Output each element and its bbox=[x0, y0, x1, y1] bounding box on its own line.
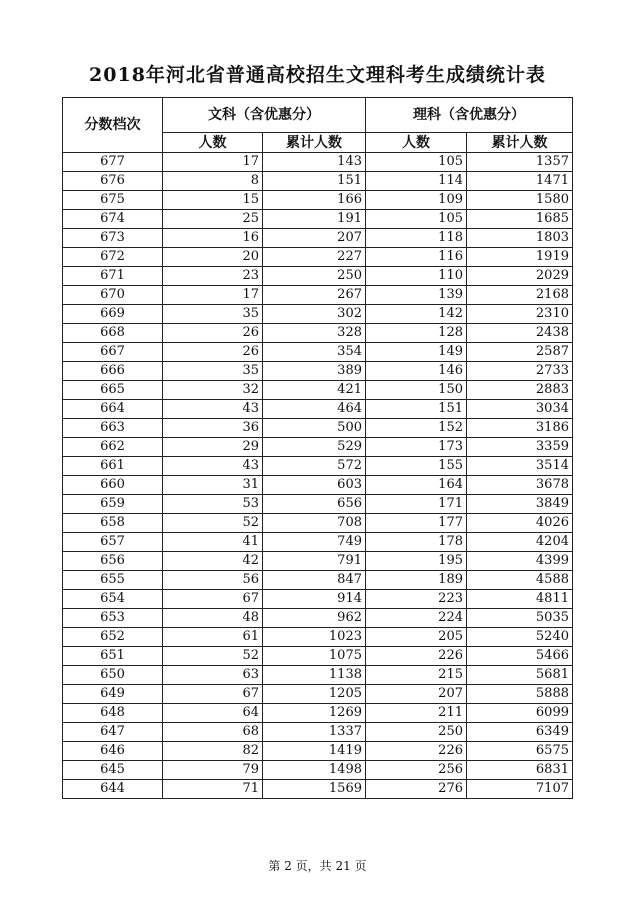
wen-count-cell: 52 bbox=[163, 514, 263, 533]
score-cell: 676 bbox=[63, 172, 163, 191]
li-cumulative-cell: 3514 bbox=[467, 457, 573, 476]
table-row bbox=[63, 495, 573, 514]
wen-cumulative-cell: 1269 bbox=[263, 704, 366, 723]
li-cumulative-cell: 5240 bbox=[467, 628, 573, 647]
score-cell: 665 bbox=[63, 381, 163, 400]
table-row bbox=[63, 571, 573, 590]
li-cumulative-cell: 2029 bbox=[467, 267, 573, 286]
wen-count-cell: 17 bbox=[163, 153, 263, 172]
li-count-cell: 149 bbox=[366, 343, 467, 362]
score-cell: 677 bbox=[63, 153, 163, 172]
wen-count-cell: 63 bbox=[163, 666, 263, 685]
score-cell: 650 bbox=[63, 666, 163, 685]
li-cumulative-cell: 6349 bbox=[467, 723, 573, 742]
li-count-cell: 105 bbox=[366, 210, 467, 229]
wen-cumulative-cell: 500 bbox=[263, 419, 366, 438]
wen-count-cell: 56 bbox=[163, 571, 263, 590]
wen-cumulative-cell: 267 bbox=[263, 286, 366, 305]
li-count-cell: 146 bbox=[366, 362, 467, 381]
wen-count-cell: 64 bbox=[163, 704, 263, 723]
table-row bbox=[63, 457, 573, 476]
table-row bbox=[63, 647, 573, 666]
table-row bbox=[63, 248, 573, 267]
wen-cumulative-cell: 529 bbox=[263, 438, 366, 457]
wen-cumulative-cell: 1075 bbox=[263, 647, 366, 666]
wen-cumulative-cell: 166 bbox=[263, 191, 366, 210]
wen-count-header: 人数 bbox=[163, 133, 263, 153]
li-count-cell: 151 bbox=[366, 400, 467, 419]
li-count-cell: 109 bbox=[366, 191, 467, 210]
table-row bbox=[63, 685, 573, 704]
li-count-cell: 215 bbox=[366, 666, 467, 685]
score-cell: 645 bbox=[63, 761, 163, 780]
li-cumulative-cell: 5681 bbox=[467, 666, 573, 685]
li-cumulative-cell: 6099 bbox=[467, 704, 573, 723]
wen-count-cell: 16 bbox=[163, 229, 263, 248]
score-cell: 662 bbox=[63, 438, 163, 457]
wen-cumulative-cell: 464 bbox=[263, 400, 366, 419]
wen-cumulative-cell: 1138 bbox=[263, 666, 366, 685]
table-row bbox=[63, 476, 573, 495]
li-cumulative-cell: 1580 bbox=[467, 191, 573, 210]
li-cumulative-header: 累计人数 bbox=[467, 133, 573, 153]
wen-cumulative-cell: 708 bbox=[263, 514, 366, 533]
li-cumulative-cell: 1685 bbox=[467, 210, 573, 229]
wen-count-cell: 35 bbox=[163, 362, 263, 381]
wen-cumulative-cell: 603 bbox=[263, 476, 366, 495]
score-cell: 652 bbox=[63, 628, 163, 647]
wen-cumulative-cell: 914 bbox=[263, 590, 366, 609]
li-count-cell: 110 bbox=[366, 267, 467, 286]
score-cell: 661 bbox=[63, 457, 163, 476]
score-cell: 674 bbox=[63, 210, 163, 229]
li-cumulative-cell: 1471 bbox=[467, 172, 573, 191]
wen-cumulative-cell: 749 bbox=[263, 533, 366, 552]
li-count-header: 人数 bbox=[366, 133, 467, 153]
wen-count-cell: 25 bbox=[163, 210, 263, 229]
table-row bbox=[63, 286, 573, 305]
li-count-cell: 155 bbox=[366, 457, 467, 476]
li-cumulative-cell: 5035 bbox=[467, 609, 573, 628]
wen-count-cell: 31 bbox=[163, 476, 263, 495]
li-cumulative-cell: 7107 bbox=[467, 780, 573, 799]
wen-count-cell: 67 bbox=[163, 685, 263, 704]
score-cell: 666 bbox=[63, 362, 163, 381]
wen-cumulative-cell: 656 bbox=[263, 495, 366, 514]
wen-count-cell: 42 bbox=[163, 552, 263, 571]
table-row bbox=[63, 780, 573, 799]
li-count-cell: 224 bbox=[366, 609, 467, 628]
score-cell: 651 bbox=[63, 647, 163, 666]
li-cumulative-cell: 3359 bbox=[467, 438, 573, 457]
li-cumulative-cell: 4026 bbox=[467, 514, 573, 533]
score-cell: 656 bbox=[63, 552, 163, 571]
li-count-cell: 205 bbox=[366, 628, 467, 647]
wen-cumulative-cell: 227 bbox=[263, 248, 366, 267]
wen-count-cell: 52 bbox=[163, 647, 263, 666]
table-row bbox=[63, 324, 573, 343]
li-cumulative-cell: 2883 bbox=[467, 381, 573, 400]
li-count-cell: 164 bbox=[366, 476, 467, 495]
li-count-cell: 276 bbox=[366, 780, 467, 799]
table-row bbox=[63, 362, 573, 381]
wen-count-cell: 32 bbox=[163, 381, 263, 400]
score-cell: 647 bbox=[63, 723, 163, 742]
score-cell: 648 bbox=[63, 704, 163, 723]
li-cumulative-cell: 2310 bbox=[467, 305, 573, 324]
li-cumulative-cell: 1803 bbox=[467, 229, 573, 248]
table-row bbox=[63, 153, 573, 172]
li-cumulative-cell: 4399 bbox=[467, 552, 573, 571]
wen-count-cell: 61 bbox=[163, 628, 263, 647]
score-cell: 649 bbox=[63, 685, 163, 704]
score-cell: 668 bbox=[63, 324, 163, 343]
li-cumulative-cell: 2438 bbox=[467, 324, 573, 343]
wen-count-cell: 26 bbox=[163, 324, 263, 343]
wen-cumulative-cell: 207 bbox=[263, 229, 366, 248]
li-count-cell: 150 bbox=[366, 381, 467, 400]
li-count-cell: 195 bbox=[366, 552, 467, 571]
wen-count-cell: 15 bbox=[163, 191, 263, 210]
wen-cumulative-cell: 389 bbox=[263, 362, 366, 381]
score-cell: 657 bbox=[63, 533, 163, 552]
score-cell: 655 bbox=[63, 571, 163, 590]
table-row bbox=[63, 419, 573, 438]
li-cumulative-cell: 1919 bbox=[467, 248, 573, 267]
score-level-header: 分数档次 bbox=[63, 98, 163, 153]
wen-count-cell: 43 bbox=[163, 400, 263, 419]
wen-cumulative-cell: 328 bbox=[263, 324, 366, 343]
li-group-header: 理科（含优惠分） bbox=[366, 98, 573, 133]
li-count-cell: 171 bbox=[366, 495, 467, 514]
li-cumulative-cell: 3186 bbox=[467, 419, 573, 438]
wen-cumulative-cell: 143 bbox=[263, 153, 366, 172]
table-row bbox=[63, 191, 573, 210]
li-cumulative-cell: 3849 bbox=[467, 495, 573, 514]
wen-count-cell: 68 bbox=[163, 723, 263, 742]
wen-cumulative-cell: 1023 bbox=[263, 628, 366, 647]
li-count-cell: 105 bbox=[366, 153, 467, 172]
table-row bbox=[63, 305, 573, 324]
wen-cumulative-header: 累计人数 bbox=[263, 133, 366, 153]
li-count-cell: 211 bbox=[366, 704, 467, 723]
li-count-cell: 152 bbox=[366, 419, 467, 438]
table-row bbox=[63, 343, 573, 362]
li-count-cell: 226 bbox=[366, 742, 467, 761]
table-body bbox=[63, 153, 573, 799]
wen-cumulative-cell: 847 bbox=[263, 571, 366, 590]
li-cumulative-cell: 6575 bbox=[467, 742, 573, 761]
table-row bbox=[63, 400, 573, 419]
li-cumulative-cell: 3678 bbox=[467, 476, 573, 495]
li-count-cell: 189 bbox=[366, 571, 467, 590]
li-count-cell: 139 bbox=[366, 286, 467, 305]
table-row bbox=[63, 609, 573, 628]
score-cell: 669 bbox=[63, 305, 163, 324]
wen-cumulative-cell: 791 bbox=[263, 552, 366, 571]
li-cumulative-cell: 2587 bbox=[467, 343, 573, 362]
wen-count-cell: 20 bbox=[163, 248, 263, 267]
wen-cumulative-cell: 151 bbox=[263, 172, 366, 191]
li-count-cell: 256 bbox=[366, 761, 467, 780]
table-row bbox=[63, 514, 573, 533]
wen-count-cell: 17 bbox=[163, 286, 263, 305]
score-cell: 671 bbox=[63, 267, 163, 286]
score-cell: 663 bbox=[63, 419, 163, 438]
wen-cumulative-cell: 250 bbox=[263, 267, 366, 286]
wen-cumulative-cell: 1205 bbox=[263, 685, 366, 704]
score-cell: 658 bbox=[63, 514, 163, 533]
wen-count-cell: 79 bbox=[163, 761, 263, 780]
table-row bbox=[63, 438, 573, 457]
table-row bbox=[63, 761, 573, 780]
wen-count-cell: 26 bbox=[163, 343, 263, 362]
wen-count-cell: 82 bbox=[163, 742, 263, 761]
li-count-cell: 223 bbox=[366, 590, 467, 609]
table-row bbox=[63, 210, 573, 229]
li-count-cell: 173 bbox=[366, 438, 467, 457]
wen-count-cell: 43 bbox=[163, 457, 263, 476]
score-cell: 670 bbox=[63, 286, 163, 305]
table-row bbox=[63, 742, 573, 761]
wen-cumulative-cell: 1419 bbox=[263, 742, 366, 761]
score-cell: 654 bbox=[63, 590, 163, 609]
wen-count-cell: 8 bbox=[163, 172, 263, 191]
wen-count-cell: 29 bbox=[163, 438, 263, 457]
wen-count-cell: 67 bbox=[163, 590, 263, 609]
li-cumulative-cell: 2733 bbox=[467, 362, 573, 381]
wen-cumulative-cell: 354 bbox=[263, 343, 366, 362]
score-cell: 672 bbox=[63, 248, 163, 267]
wen-count-cell: 35 bbox=[163, 305, 263, 324]
li-count-cell: 178 bbox=[366, 533, 467, 552]
table-row bbox=[63, 172, 573, 191]
score-cell: 660 bbox=[63, 476, 163, 495]
li-cumulative-cell: 4588 bbox=[467, 571, 573, 590]
wen-cumulative-cell: 572 bbox=[263, 457, 366, 476]
table-row bbox=[63, 267, 573, 286]
wen-count-cell: 41 bbox=[163, 533, 263, 552]
score-cell: 675 bbox=[63, 191, 163, 210]
li-cumulative-cell: 5888 bbox=[467, 685, 573, 704]
wen-group-header: 文科（含优惠分） bbox=[163, 98, 366, 133]
table-row bbox=[63, 666, 573, 685]
wen-count-cell: 71 bbox=[163, 780, 263, 799]
score-cell: 659 bbox=[63, 495, 163, 514]
wen-count-cell: 48 bbox=[163, 609, 263, 628]
table-row bbox=[63, 590, 573, 609]
li-cumulative-cell: 5466 bbox=[467, 647, 573, 666]
table-row bbox=[63, 229, 573, 248]
table-row bbox=[63, 533, 573, 552]
score-cell: 673 bbox=[63, 229, 163, 248]
table-row bbox=[63, 704, 573, 723]
score-cell: 646 bbox=[63, 742, 163, 761]
table-row bbox=[63, 552, 573, 571]
page-title: 2018年河北省普通高校招生文理科考生成绩统计表 bbox=[89, 64, 546, 86]
wen-cumulative-cell: 302 bbox=[263, 305, 366, 324]
li-count-cell: 226 bbox=[366, 647, 467, 666]
score-cell: 653 bbox=[63, 609, 163, 628]
wen-cumulative-cell: 191 bbox=[263, 210, 366, 229]
li-count-cell: 177 bbox=[366, 514, 467, 533]
score-cell: 667 bbox=[63, 343, 163, 362]
li-count-cell: 207 bbox=[366, 685, 467, 704]
li-cumulative-cell: 3034 bbox=[467, 400, 573, 419]
li-cumulative-cell: 4204 bbox=[467, 533, 573, 552]
li-cumulative-cell: 1357 bbox=[467, 153, 573, 172]
table-row bbox=[63, 381, 573, 400]
wen-cumulative-cell: 1569 bbox=[263, 780, 366, 799]
wen-cumulative-cell: 962 bbox=[263, 609, 366, 628]
li-count-cell: 250 bbox=[366, 723, 467, 742]
page-footer: 第 2 页，共 21 页 bbox=[268, 859, 367, 873]
li-cumulative-cell: 2168 bbox=[467, 286, 573, 305]
wen-cumulative-cell: 421 bbox=[263, 381, 366, 400]
wen-count-cell: 23 bbox=[163, 267, 263, 286]
li-count-cell: 128 bbox=[366, 324, 467, 343]
score-statistics-table bbox=[62, 97, 573, 799]
li-count-cell: 118 bbox=[366, 229, 467, 248]
score-cell: 644 bbox=[63, 780, 163, 799]
score-cell: 664 bbox=[63, 400, 163, 419]
li-count-cell: 114 bbox=[366, 172, 467, 191]
wen-count-cell: 53 bbox=[163, 495, 263, 514]
wen-cumulative-cell: 1337 bbox=[263, 723, 366, 742]
wen-cumulative-cell: 1498 bbox=[263, 761, 366, 780]
li-count-cell: 116 bbox=[366, 248, 467, 267]
li-cumulative-cell: 4811 bbox=[467, 590, 573, 609]
wen-count-cell: 36 bbox=[163, 419, 263, 438]
table-row bbox=[63, 723, 573, 742]
li-count-cell: 142 bbox=[366, 305, 467, 324]
li-cumulative-cell: 6831 bbox=[467, 761, 573, 780]
table-row bbox=[63, 628, 573, 647]
